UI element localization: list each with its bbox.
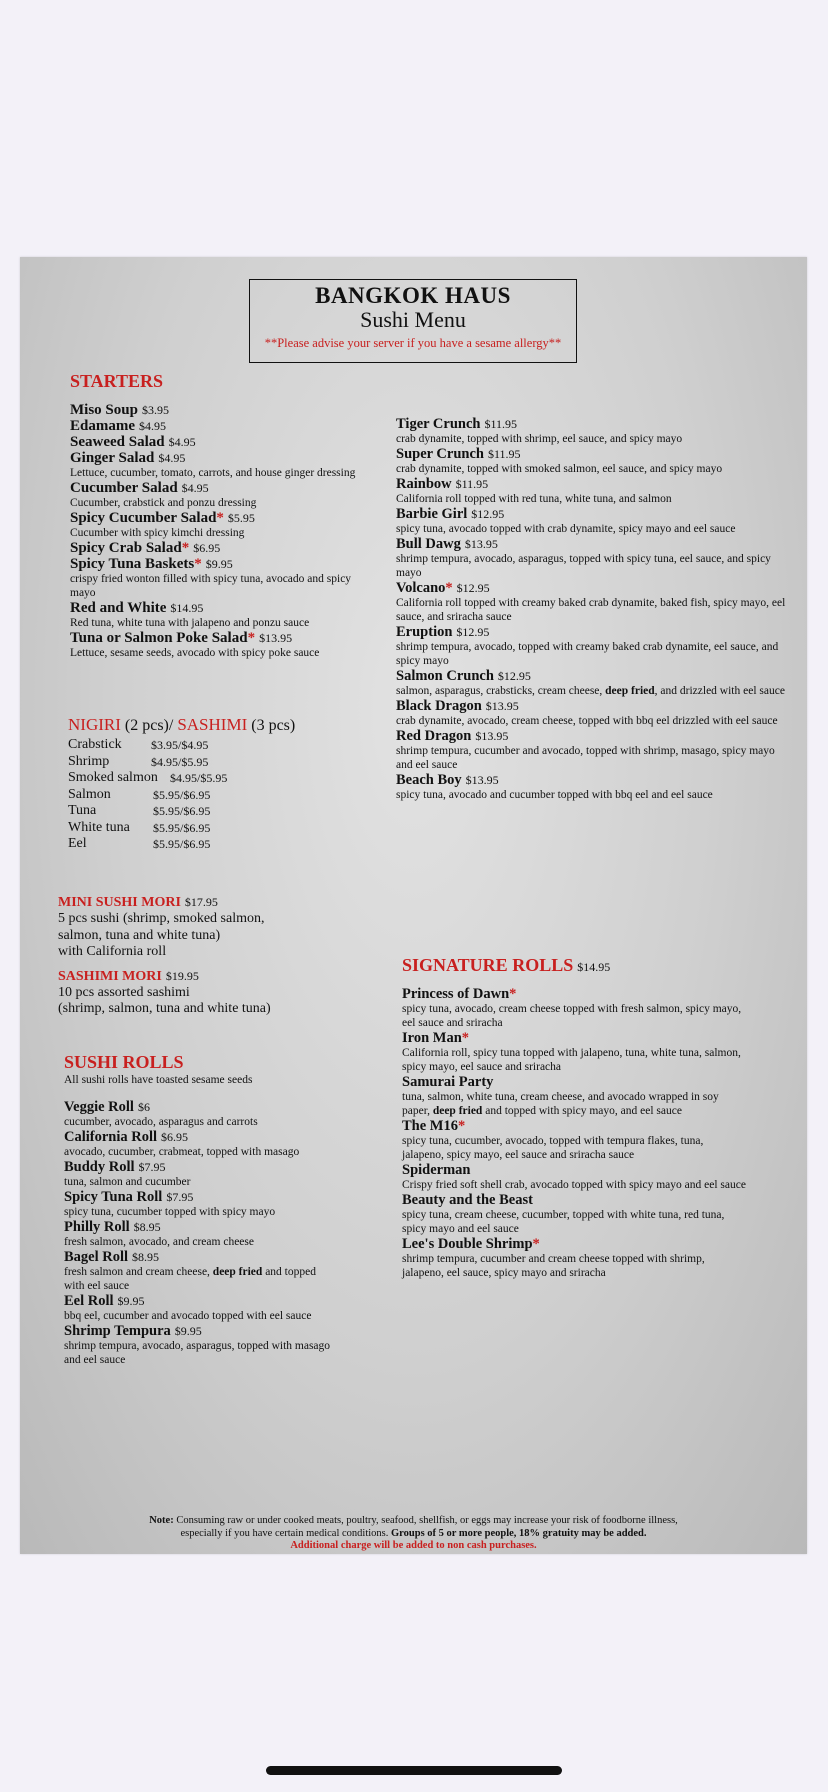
- description-emphasis: deep fried: [212, 1266, 263, 1278]
- spicy-star: *: [216, 510, 224, 526]
- menu-item-description: shrimp tempura, cucumber and cream cheese topped with shrimp, jalapeno, eel sauce, spicy mayo and sriracha: [402, 1253, 705, 1279]
- menu-item-description: crab dynamite, avocado, cream cheese, topped with bbq eel drizzled with eel sauce: [396, 715, 778, 727]
- nigiri-row-price: $4.95/$5.95: [151, 754, 209, 769]
- menu-item-header: [402, 1030, 752, 1046]
- menu-item: [396, 698, 786, 728]
- menu-item-name: The M16: [402, 1118, 458, 1134]
- menu-item-price: $9.95: [117, 1294, 145, 1308]
- menu-item-price: $12.95: [471, 507, 505, 521]
- note-label: Note:: [149, 1515, 174, 1526]
- menu-item-description: [402, 1090, 747, 1118]
- mini-desc-line: with California roll: [58, 944, 167, 959]
- nigiri-row-price: $5.95/$6.95: [153, 804, 211, 818]
- menu-item-header: [402, 1074, 752, 1090]
- signature-rolls-list: [402, 986, 752, 1280]
- menu-item-name: Edamame: [70, 418, 135, 434]
- nigiri-row: [68, 820, 348, 837]
- menu-item-header: [70, 510, 370, 526]
- sashimi-mori-price: $19.95: [165, 968, 199, 983]
- description-text: and topped with spicy mayo, and eel sauce: [482, 1105, 682, 1117]
- menu-item-name: Barbie Girl: [396, 506, 468, 522]
- menu-item-description: shrimp tempura, avocado, asparagus, topped with spicy tuna, eel sauce, and spicy mayo: [396, 553, 771, 579]
- menu-item: [70, 540, 370, 556]
- note-text-1: Consuming raw or under cooked meats, poultry, seafood, shellfish, or eggs may increase your risk of foodborne illness,: [173, 1515, 678, 1526]
- menu-item: [396, 536, 786, 580]
- menu-item-name: Miso Soup: [70, 402, 138, 418]
- nigiri-row: [68, 754, 348, 771]
- spicy-star: *: [194, 556, 202, 572]
- signature-title: SIGNATURE ROLLS: [402, 955, 574, 975]
- menu-item-name: Tiger Crunch: [396, 416, 481, 432]
- nigiri-row: [68, 737, 348, 754]
- nigiri-row: [68, 836, 348, 853]
- menu-item-name: Princess of Dawn: [402, 986, 510, 1002]
- menu-item-name: Tuna or Salmon Poke Salad: [70, 630, 248, 646]
- menu-item-price: $13.95: [485, 699, 519, 713]
- menu-item: [70, 510, 370, 540]
- menu-item: [402, 1030, 752, 1074]
- menu-item-header: [396, 728, 786, 744]
- mori-section: [58, 893, 358, 1018]
- menu-item-description: shrimp tempura, avocado, topped with creamy baked crab dynamite, eel sauce, and spicy mayo: [396, 641, 779, 667]
- menu-item-name: Ginger Salad: [70, 450, 155, 466]
- spicy-star: *: [532, 1236, 540, 1252]
- nigiri-row: [68, 787, 348, 804]
- menu-item-price: $9.95: [174, 1324, 202, 1338]
- menu-item-name: Cucumber Salad: [70, 480, 178, 496]
- menu-item-name: Super Crunch: [396, 446, 484, 462]
- nigiri-count: (2 pcs)/: [124, 717, 174, 734]
- menu-item-price: $4.95: [158, 451, 186, 465]
- menu-item-name: Red and White: [70, 600, 167, 616]
- menu-item: [64, 1249, 364, 1293]
- description-text: fresh salmon and cream cheese,: [64, 1266, 213, 1278]
- spicy-star: *: [445, 580, 453, 596]
- menu-item-price: $4.95: [181, 481, 209, 495]
- menu-item: [70, 450, 370, 480]
- menu-item-header: [402, 1236, 752, 1252]
- menu-item-price: $14.95: [170, 601, 204, 615]
- nigiri-row: [68, 770, 348, 787]
- menu-item-description: California roll topped with creamy baked crab dynamite, baked fish, spicy mayo, eel sauce, and sriracha sauce: [396, 597, 786, 623]
- menu-item-header: [396, 446, 786, 462]
- menu-item: [70, 556, 370, 600]
- menu-item-price: $6: [137, 1100, 150, 1114]
- note-text-2: especially if you have certain medical conditions.: [180, 1527, 391, 1539]
- menu-item-description: crab dynamite, topped with shrimp, eel sauce, and spicy mayo: [396, 433, 683, 445]
- menu-item: [70, 434, 370, 450]
- spicy-star: *: [181, 540, 190, 556]
- menu-item-price: $13.95: [475, 729, 509, 743]
- menu-item-description: fresh salmon, avocado, and cream cheese: [64, 1236, 254, 1248]
- menu-item-description: crispy fried wonton filled with spicy tuna, avocado and spicy mayo: [70, 573, 352, 599]
- menu-item-header: [70, 450, 370, 466]
- mini-sushi-mori-price: $17.95: [184, 895, 218, 909]
- nigiri-row: [68, 803, 348, 820]
- menu-item-name: Spicy Tuna Baskets: [70, 556, 195, 572]
- menu-item-name: Seaweed Salad: [70, 434, 165, 450]
- menu-item-name: Spicy Cucumber Salad: [70, 510, 217, 526]
- menu-item-header: [64, 1129, 364, 1145]
- allergy-notice: **Please advise your server if you have a sesame allergy**: [264, 336, 562, 350]
- menu-item-header: [396, 698, 786, 714]
- menu-item-name: Veggie Roll: [64, 1099, 134, 1115]
- menu-item-header: [70, 556, 370, 572]
- menu-item-header: [70, 630, 370, 646]
- sushi-rolls-title: SUSHI ROLLS: [64, 1052, 184, 1072]
- nigiri-row-price: $5.95/$6.95: [153, 787, 211, 802]
- menu-item-price: $11.95: [484, 417, 518, 431]
- mini-desc-line: 5 pcs sushi (shrimp, smoked salmon,: [58, 911, 265, 926]
- menu-item-header: [70, 402, 370, 418]
- menu-item: [70, 402, 370, 418]
- menu-item-name: Samurai Party: [402, 1074, 494, 1090]
- menu-item: [64, 1293, 364, 1323]
- menu-item-price: $6.95: [161, 1130, 189, 1144]
- menu-item: [64, 1189, 364, 1219]
- menu-item: [64, 1129, 364, 1159]
- menu-item-name: Eruption: [396, 624, 453, 640]
- menu-item: [402, 1162, 752, 1192]
- sashimi-desc-line: (shrimp, salmon, tuna and white tuna): [58, 1001, 271, 1016]
- menu-item: [402, 986, 752, 1030]
- starters-section: [70, 371, 370, 660]
- sushi-rolls-section: [64, 1052, 364, 1367]
- menu-item-name: Bull Dawg: [396, 536, 461, 552]
- starters-title: STARTERS: [70, 371, 164, 391]
- menu-item: [396, 506, 786, 536]
- mini-desc-line: salmon, tuna and white tuna): [58, 927, 221, 943]
- menu-item-price: $12.95: [456, 581, 490, 595]
- sashimi-mori-desc: [58, 985, 358, 1018]
- description-text: salmon, asparagus, crabsticks, cream cheese,: [396, 685, 606, 697]
- menu-item-description: California roll, spicy tuna topped with jalapeno, tuna, white tuna, salmon, spicy mayo, eel sauce and sriracha: [402, 1047, 741, 1073]
- menu-item-header: [396, 416, 786, 432]
- menu-item-name: California Roll: [64, 1129, 158, 1145]
- menu-item-header: [402, 986, 752, 1002]
- menu-item-price: $5.95: [227, 511, 255, 525]
- description-text: and topped with eel sauce: [64, 1266, 316, 1292]
- menu-item: [64, 1159, 364, 1189]
- menu-item: [64, 1323, 364, 1367]
- mini-sushi-mori-title: MINI SUSHI MORI: [58, 895, 181, 910]
- menu-item-price: $7.95: [166, 1190, 194, 1204]
- menu-item-header: [64, 1159, 364, 1175]
- menu-item-price: $13.95: [464, 537, 498, 551]
- menu-item-name: Spiderman: [402, 1162, 471, 1178]
- menu-item-price: $12.95: [456, 625, 490, 639]
- menu-item-description: spicy tuna, avocado and cucumber topped with bbq eel and eel sauce: [396, 789, 713, 801]
- specialty-rolls-section: [396, 416, 786, 802]
- menu-item-name: Red Dragon: [396, 728, 472, 744]
- menu-item: [396, 476, 786, 506]
- menu-item-price: $4.95: [139, 419, 166, 433]
- spicy-star: *: [461, 1030, 470, 1046]
- menu-item-description: [64, 1265, 339, 1293]
- menu-item-description: cucumber, avocado, asparagus and carrots: [64, 1116, 258, 1128]
- menu-item-header: [396, 624, 786, 640]
- menu-item-description: Lettuce, sesame seeds, avocado with spicy poke sauce: [70, 647, 320, 659]
- nigiri-row-name: Salmon: [68, 786, 111, 802]
- signature-heading: [402, 955, 752, 976]
- menu-item-description: avocado, cucumber, crabmeat, topped with masago: [64, 1146, 300, 1158]
- menu-item-description: [396, 684, 786, 698]
- menu-item-price: $8.95: [133, 1220, 161, 1234]
- menu-item-header: [402, 1162, 752, 1178]
- menu-item-description: Crispy fried soft shell crab, avocado topped with spicy mayo and eel sauce: [402, 1179, 746, 1191]
- menu-item-name: Black Dragon: [396, 698, 482, 714]
- menu-item-price: $8.95: [132, 1250, 160, 1264]
- menu-item-name: Beauty and the Beast: [402, 1192, 533, 1208]
- menu-item-name: Philly Roll: [64, 1219, 130, 1235]
- menu-item-price: $13.95: [259, 631, 293, 645]
- menu-item-description: bbq eel, cucumber and avocado topped with eel sauce: [64, 1310, 312, 1322]
- menu-item-header: [64, 1293, 364, 1309]
- nigiri-row-price: $5.95/$6.95: [153, 820, 211, 835]
- description-text: , and drizzled with eel sauce: [654, 685, 785, 697]
- nigiri-row-price: $4.95/$5.95: [170, 771, 228, 785]
- menu-item: [402, 1236, 752, 1280]
- menu-item: [396, 668, 786, 698]
- menu-item-price: $13.95: [465, 773, 499, 787]
- menu-item-description: spicy tuna, cucumber, avocado, topped with tempura flakes, tuna, jalapeno, spicy mayo, eel sauce and sriracha sauce: [402, 1135, 704, 1161]
- spicy-star: *: [247, 630, 256, 646]
- menu-item-name: Spicy Crab Salad: [70, 540, 182, 556]
- menu-item-header: [64, 1249, 364, 1265]
- menu-item: [396, 416, 786, 446]
- menu-item-description: spicy tuna, cucumber topped with spicy mayo: [64, 1206, 276, 1218]
- menu-item-header: [70, 600, 370, 616]
- menu-item: [396, 624, 786, 668]
- menu-item-price: $6.95: [193, 541, 221, 555]
- starters-list: [70, 402, 370, 660]
- nigiri-heading: [68, 715, 348, 735]
- menu-item-description: California roll topped with red tuna, white tuna, and salmon: [396, 493, 672, 505]
- menu-item-header: [64, 1099, 364, 1115]
- menu-item-name: Beach Boy: [396, 772, 462, 788]
- nigiri-row-price: $5.95/$6.95: [153, 837, 211, 851]
- note-line-1: [20, 1515, 807, 1528]
- sashimi-mori-heading: [58, 967, 358, 985]
- menu-item-description: Red tuna, white tuna with jalapeno and ponzu sauce: [70, 617, 310, 629]
- menu-item: [64, 1099, 364, 1129]
- description-emphasis: deep fried: [432, 1105, 483, 1117]
- note-line-2: [20, 1528, 807, 1541]
- sushi-rolls-list: [64, 1099, 364, 1367]
- menu-item: [396, 772, 786, 802]
- menu-item-header: [70, 418, 370, 434]
- menu-item-name: Iron Man: [402, 1030, 462, 1046]
- note-gratuity: Groups of 5 or more people, 18% gratuity may be added.: [391, 1527, 647, 1539]
- menu-item-description: spicy tuna, avocado, cream cheese topped with fresh salmon, spicy mayo, eel sauce and sriracha: [402, 1003, 742, 1029]
- menu-item-header: [396, 668, 786, 684]
- menu-item-header: [396, 506, 786, 522]
- menu-item-header: [64, 1323, 364, 1339]
- sushi-rolls-subtitle: All sushi rolls have toasted sesame seeds: [64, 1074, 253, 1086]
- signature-price: $14.95: [577, 960, 611, 974]
- menu-item-header: [402, 1192, 752, 1208]
- menu-item-name: Buddy Roll: [64, 1159, 135, 1175]
- nigiri-row-name: Crabstick: [68, 737, 122, 752]
- menu-item-description: Lettuce, cucumber, tomato, carrots, and house ginger dressing: [70, 467, 356, 479]
- menu-item-price: $11.95: [455, 477, 489, 491]
- restaurant-name: BANGKOK HAUS: [315, 283, 511, 308]
- specialty-rolls-list: [396, 416, 786, 802]
- spicy-star: *: [457, 1118, 466, 1134]
- menu-item: [70, 630, 370, 660]
- menu-subtitle: Sushi Menu: [360, 307, 466, 332]
- menu-item: [396, 580, 786, 624]
- menu-item-header: [64, 1189, 364, 1205]
- description-text: tuna, salmon, white tuna, cream cheese, and avocado wrapped in soy paper,: [402, 1091, 719, 1117]
- menu-item-description: shrimp tempura, avocado, asparagus, topped with masago and eel sauce: [64, 1340, 331, 1366]
- nigiri-list: [68, 737, 348, 853]
- description-emphasis: deep fried: [605, 685, 655, 697]
- menu-item: [402, 1074, 752, 1118]
- signature-rolls-section: [402, 955, 752, 1280]
- menu-item-header: [70, 540, 370, 556]
- nigiri-row-name: Tuna: [68, 803, 97, 818]
- nigiri-row-price: $3.95/$4.95: [151, 738, 209, 752]
- nigiri-title: NIGIRI: [68, 715, 121, 734]
- menu-item: [396, 728, 786, 772]
- menu-item-name: Rainbow: [396, 476, 452, 492]
- nigiri-section: [68, 715, 348, 853]
- menu-item-name: Shrimp Tempura: [64, 1323, 171, 1339]
- menu-item-name: Bagel Roll: [64, 1249, 129, 1265]
- sashimi-desc-line: 10 pcs assorted sashimi: [58, 984, 190, 1000]
- nigiri-row-name: White tuna: [68, 819, 130, 835]
- menu-item: [70, 418, 370, 434]
- menu-item-description: crab dynamite, topped with smoked salmon, eel sauce, and spicy mayo: [396, 463, 723, 475]
- menu-item-header: [70, 480, 370, 496]
- sashimi-mori-title: SASHIMI MORI: [58, 968, 162, 984]
- menu-item-header: [64, 1219, 364, 1235]
- menu-item-description: spicy tuna, avocado topped with crab dynamite, spicy mayo and eel sauce: [396, 523, 736, 535]
- menu-item-header: [396, 476, 786, 492]
- menu-item: [402, 1118, 752, 1162]
- menu-item-description: Cucumber with spicy kimchi dressing: [70, 527, 245, 539]
- menu-item-name: Lee's Double Shrimp: [402, 1236, 533, 1252]
- nigiri-row-name: Eel: [68, 836, 87, 851]
- menu-item-price: $12.95: [497, 669, 531, 683]
- menu-item-name: Spicy Tuna Roll: [64, 1189, 163, 1205]
- mini-sushi-mori-heading: [58, 893, 358, 911]
- menu-item-description: spicy tuna, cream cheese, cucumber, topped with white tuna, red tuna, spicy mayo and eel sauce: [402, 1209, 725, 1235]
- note-cash-surcharge: Additional charge will be added to non cash purchases.: [290, 1540, 537, 1551]
- menu-item-price: $3.95: [141, 403, 169, 417]
- menu-item-price: $7.95: [138, 1160, 166, 1174]
- menu-item-description: Cucumber, crabstick and ponzu dressing: [70, 497, 257, 509]
- menu-title-box: [249, 279, 577, 363]
- menu-item-header: [396, 772, 786, 788]
- menu-item: [70, 480, 370, 510]
- menu-item-header: [396, 580, 786, 596]
- nigiri-row-name: Shrimp: [68, 753, 110, 769]
- menu-item-header: [70, 434, 370, 450]
- menu-item-description: tuna, salmon and cucumber: [64, 1176, 191, 1188]
- menu-item-header: [402, 1118, 752, 1134]
- menu-item: [70, 600, 370, 630]
- menu-item: [64, 1219, 364, 1249]
- footer-note: [20, 1515, 807, 1553]
- spicy-star: *: [509, 986, 517, 1002]
- menu-item-price: $9.95: [205, 557, 233, 571]
- menu-item-price: $11.95: [487, 447, 521, 461]
- menu-item-name: Eel Roll: [64, 1293, 114, 1309]
- menu-item-name: Salmon Crunch: [396, 668, 494, 684]
- menu-item: [402, 1192, 752, 1236]
- menu-item-price: $4.95: [168, 435, 196, 449]
- sashimi-title: SASHIMI: [177, 715, 248, 734]
- menu-item-header: [396, 536, 786, 552]
- menu-item: [396, 446, 786, 476]
- menu-item-name: Volcano: [396, 580, 446, 596]
- mini-sushi-mori-desc: [58, 911, 358, 961]
- home-indicator[interactable]: [266, 1766, 562, 1775]
- sashimi-count: (3 pcs): [251, 717, 296, 734]
- nigiri-row-name: Smoked salmon: [68, 770, 158, 785]
- menu-item-description: shrimp tempura, cucumber and avocado, topped with shrimp, masago, spicy mayo and eel sauce: [396, 745, 775, 771]
